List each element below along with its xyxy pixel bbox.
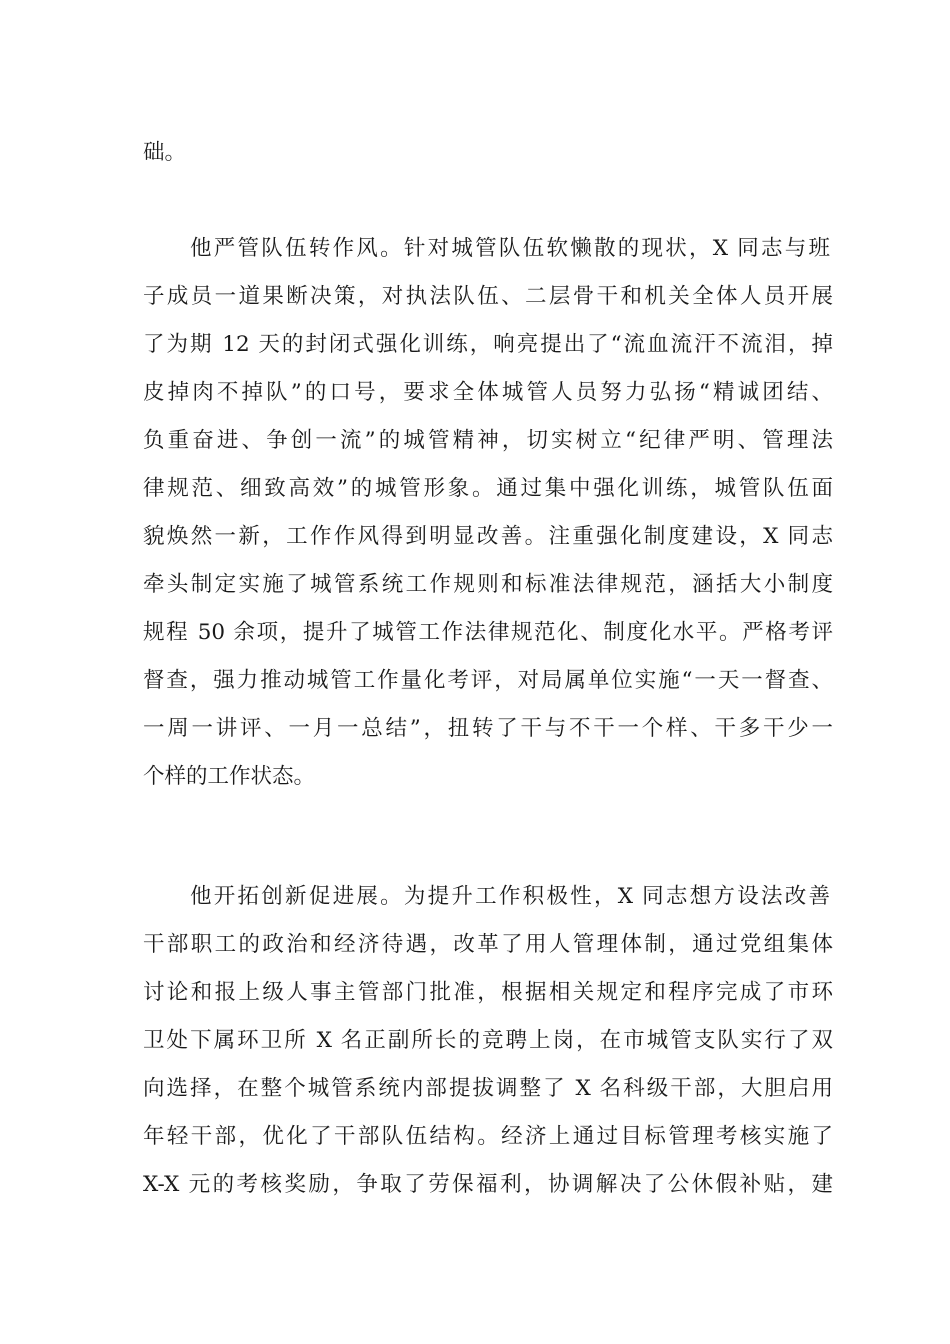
paragraph-line: 了为期 12 天的封闭式强化训练，响亮提出了“流血流汗不流泪，掉 [143,332,833,357]
paragraph-line: 础。 [143,140,187,165]
paragraph-line: 一周一讲评、一月一总结”，扭转了干与不干一个样、干多干少一 [143,716,833,741]
paragraph-line: 皮掉肉不掉队”的口号，要求全体城管人员努力弘扬“精诚团结、 [143,380,833,405]
paragraph-line: 卫处下属环卫所 X 名正副所长的竞聘上岗，在市城管支队实行了双 [143,1028,833,1053]
paragraph-line: 貌焕然一新，工作作风得到明显改善。注重强化制度建设，X 同志 [143,524,833,549]
paragraph-line: 向选择，在整个城管系统内部提拔调整了 X 名科级干部，大胆启用 [143,1076,833,1101]
paragraph-line: 个样的工作状态。 [143,764,316,789]
paragraph-line: 干部职工的政治和经济待遇，改革了用人管理体制，通过党组集体 [143,932,833,957]
paragraph-line: 子成员一道果断决策，对执法队伍、二层骨干和机关全体人员开展 [143,284,833,309]
paragraph-line: 规程 50 余项，提升了城管工作法律规范化、制度化水平。严格考评 [143,620,833,645]
paragraph-line: 负重奋进、争创一流”的城管精神，切实树立“纪律严明、管理法 [143,428,833,453]
paragraph-line: 年轻干部，优化了干部队伍结构。经济上通过目标管理考核实施了 [143,1124,833,1149]
paragraph-first-line: 他严管队伍转作风。针对城管队伍软懒散的现状，X 同志与班 [190,236,830,261]
paragraph-line: 律规范、细致高效”的城管形象。通过集中强化训练，城管队伍面 [143,476,833,501]
paragraph-line: X-X 元的考核奖励，争取了劳保福利，协调解决了公休假补贴，建 [143,1172,833,1197]
paragraph-line: 牵头制定实施了城管系统工作规则和标准法律规范，涵括大小制度 [143,572,833,597]
paragraph-first-line: 他开拓创新促进展。为提升工作积极性，X 同志想方设法改善 [190,884,830,909]
paragraph-line: 督查，强力推动城管工作量化考评，对局属单位实施“一天一督查、 [143,668,833,693]
paragraph-line: 讨论和报上级人事主管部门批准，根据相关规定和程序完成了市环 [143,980,833,1005]
